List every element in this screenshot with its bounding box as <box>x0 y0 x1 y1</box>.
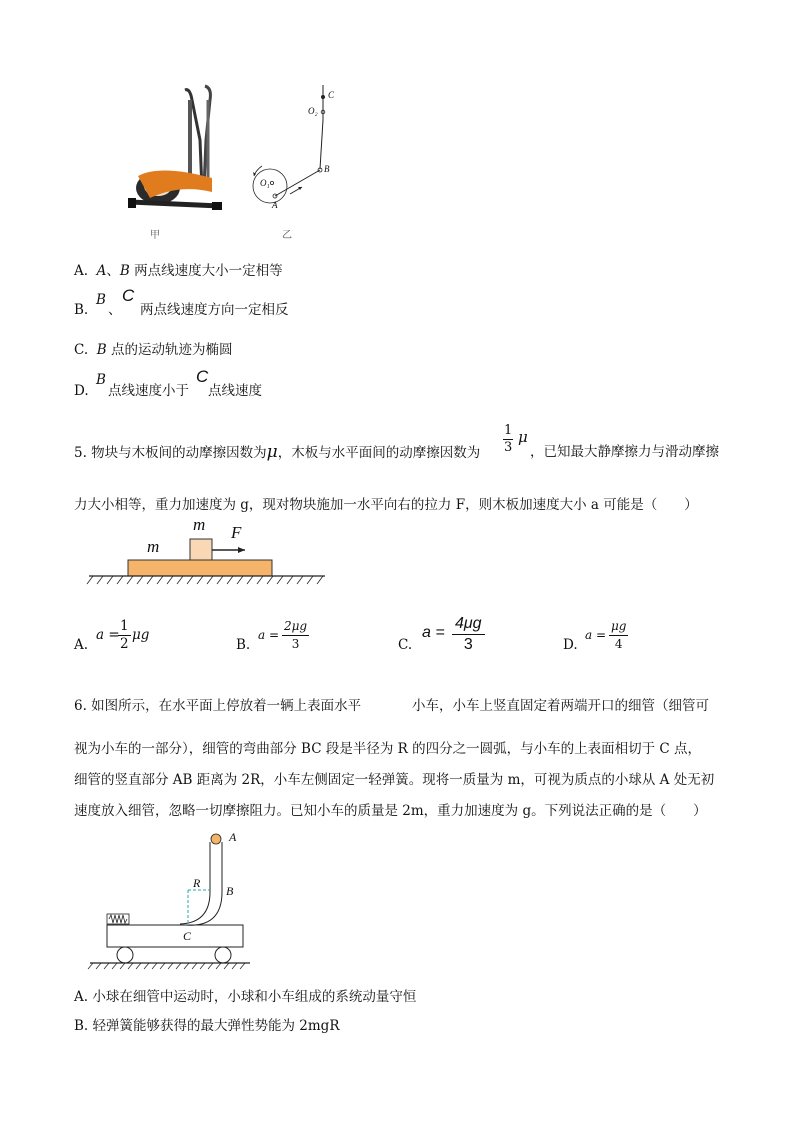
linkage-diagram <box>250 80 360 220</box>
q4-option-c: C. B 点的运动轨迹为椭圆 <box>74 342 233 358</box>
q4-option-a: A. A、B 两点线速度大小一定相等 <box>74 263 283 279</box>
label-radius-r: R <box>193 876 201 890</box>
q6-question-line1-a: 6. 如图所示，在水平面上停放着一辆上表面水平 <box>74 698 362 714</box>
q5-option-c: C. a = 4μg 3 <box>398 618 538 662</box>
label-tube-a: A <box>229 830 237 844</box>
q5-question-line1: 5. 物块与木板间的动摩擦因数为μ，木板与水平面间的动摩擦因数为 <box>74 442 481 462</box>
label-tube-b: B <box>226 884 234 898</box>
q6-cart-tube-figure <box>85 828 255 973</box>
q6-option-b: B. 轻弹簧能够获得的最大弹性势能为 2mgR <box>74 1018 340 1034</box>
q6-option-a: A. 小球在细管中运动时，小球和小车组成的系统动量守恒 <box>74 989 417 1005</box>
block-board-svg <box>85 515 330 590</box>
q6-question-line3: 细管的竖直部分 AB 距离为 2R，小车左侧固定一轻弹簧。现将一质量为 m，可视为质点的小球从 A 处无初 <box>74 772 715 788</box>
q5-option-a: A. a = 1 2 μg <box>74 618 150 653</box>
figure-caption-jia: 甲 <box>150 230 160 241</box>
q5-option-b: B. a = 2μg 3 <box>236 619 308 653</box>
q5-question-line2: 力大小相等，重力加速度为 g，现对物块施加一水平向右的拉力 F，则木板加速度大小 a 可能是（ ） <box>74 497 698 513</box>
q4-option-b: B. B 、 C 两点线速度方向一定相反 <box>74 286 289 318</box>
label-force-f: F <box>231 523 242 542</box>
label-c: C <box>328 90 335 100</box>
q5-one-third-fraction: 1 3 <box>504 423 513 455</box>
linkage-diagram-svg <box>250 80 360 220</box>
q6-question-line1-b: 小车，小车上竖直固定着两端开口的细管（细管可 <box>412 698 709 714</box>
q5-mu-symbol: μ <box>518 428 528 446</box>
q5-block-board-figure <box>85 515 330 590</box>
figure-caption-yi: 乙 <box>282 230 292 241</box>
cart-tube-svg <box>85 828 255 973</box>
q5-option-d: D. a = μg 4 <box>563 619 627 653</box>
elliptical-machine-image <box>120 80 230 220</box>
elliptical-machine-figure <box>120 80 230 220</box>
label-o1: O₁ <box>260 178 270 188</box>
q6-question-line2: 视为小车的一部分），细管的弯曲部分 BC 段是半径为 R 的四分之一圆弧，与小车的上表面相切于 C 点， <box>74 741 701 757</box>
label-tube-c: C <box>183 929 192 943</box>
q6-question-line4: 速度放入细管，忽略一切摩擦阻力。已知小车的质量是 2m，重力加速度为 g。下列说法正确的是（ ） <box>74 803 707 819</box>
label-o2: O₂ <box>308 106 318 116</box>
q5-question-line1-cont: ，已知最大静摩擦力与滑动摩擦 <box>530 444 719 460</box>
label-board-m: m <box>147 537 160 556</box>
label-block-m: m <box>193 515 206 534</box>
label-b: B <box>324 164 330 174</box>
label-a: A <box>272 200 278 210</box>
q4-option-d: D. B 点线速度小于 C 点线速度 <box>74 367 262 399</box>
